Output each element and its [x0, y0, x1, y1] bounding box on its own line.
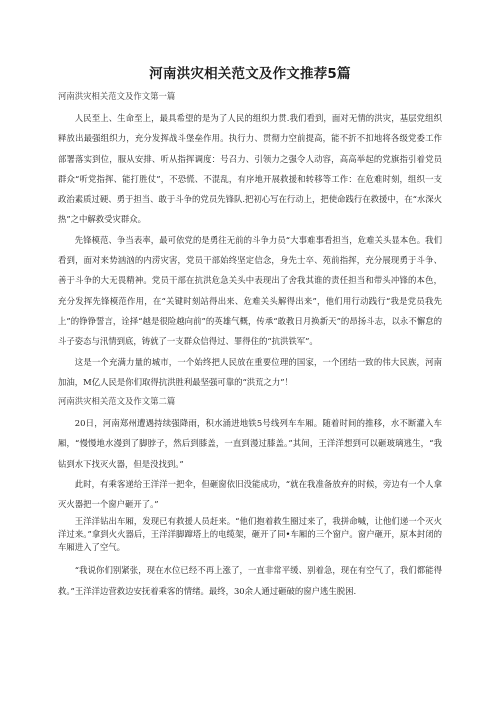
paragraph: 人民至上、生命至上，最具希望的是为了人民的组织力贯.我们看到，面对无情的洪灾，基层党组织释放出最强组织力，充分发挥战斗堡垒作用。执行力、贯彻力空前提高，能不折不扣地将各级党委工作部署落实到位，服从安排、听从指挥调度：号召力、引领力之强令人动容，高高举起的党旗指引着党员群众“听党指挥、能打胜仗”，不恐慌、不混乱，有序地开展救援和转移等工作：在危难时刻，组织一支政治素质过硬、勇于担当、敢于斗争的党员先锋队.把初心写在行动上，把使命践行在救援中，在“水深火热”之中解救受灾群众。: [58, 113, 442, 225]
section-2: [58, 394, 442, 601]
paragraph: 此时，有乘客递给王洋洋一把伞，但砸窗依旧没能成功，“就在我准备放弃的时候，旁边有一个人拿灭火器把一个窗户砸开了。”: [58, 479, 442, 510]
document-title: 河南洪灾相关范文及作文推荐5篇: [149, 66, 351, 82]
paragraph: 先锋模范、争当表率，最可依党的是勇往无前的斗争力员“大事难事看担当，危难关头显本色。我们看到，面对来势汹汹的内涝灾害，党员干部始终坚定信念，身先士卒、苑前指挥，充分展现勇于斗争、善于斗争的大无畏精神。党员干部在抗洪危急关头中表现出了舍我其谁的责任担当和带头冲锋的本色，充分发挥先锋模范作用，在“关键时刻站得出来、危难关头解得出来”，他们用行动践行“我是党员我先上”的铮铮誓言，诠择“越是很险越向前”的英雄气概，传承“敢教日月换新天”的昂扬斗志，以永不懈怠的斗子姿态与汛情到底，铸就了一支群众信得过、罪得住的“抗洪铁军”。: [58, 234, 442, 347]
section-heading: 河南洪灾相关范文及作文第二篇: [58, 396, 176, 407]
section-1: [58, 89, 442, 392]
paragraph: 这是一个充满力量的城市，一个始终把人民放在重要位理的国家，一个团结一致的伟大民族，河南加油，M亿人民是你们取得抗洪胜利最坚强可靠的“洪荒之力”！: [58, 356, 442, 387]
paragraph: 王洋洋钻出车厢，发现已有救援人员赶来。“他们抱着救生圈过来了，我拼命喊，让他们递一个灭火洋过来。”拿到火火器后，王洋洋脚蹿塔上的电缆架，砸开了同•车厢的三个窗户。窗户砸开，原本封闭的车厢进入了空气。: [58, 515, 442, 553]
section-heading: 河南洪灾相关范文及作文第一篇: [58, 91, 176, 101]
paragraph: 20日，河南郑州遭遇持续强降雨，积水涌进地铁5号线列车车厢。随着时间的推移，水不断灌入车厢，“慢慢地水漫到了脚脖子，然后到膝盖，一直到漫过膝盖。”其间，王洋洋想到可以砸玻璃逃生，“我钻到水下找灭火器，但是没找到。”: [58, 418, 442, 469]
paragraph: “我说你们别紧张，现在水位已经不再上涨了，一直非常平缓、别着急，现在有空气了，我们都能得救。”王洋洋边营救边安抚着乘客的情绪。最终，30余人通过砸破的窗户逃生脱困.: [58, 565, 442, 596]
